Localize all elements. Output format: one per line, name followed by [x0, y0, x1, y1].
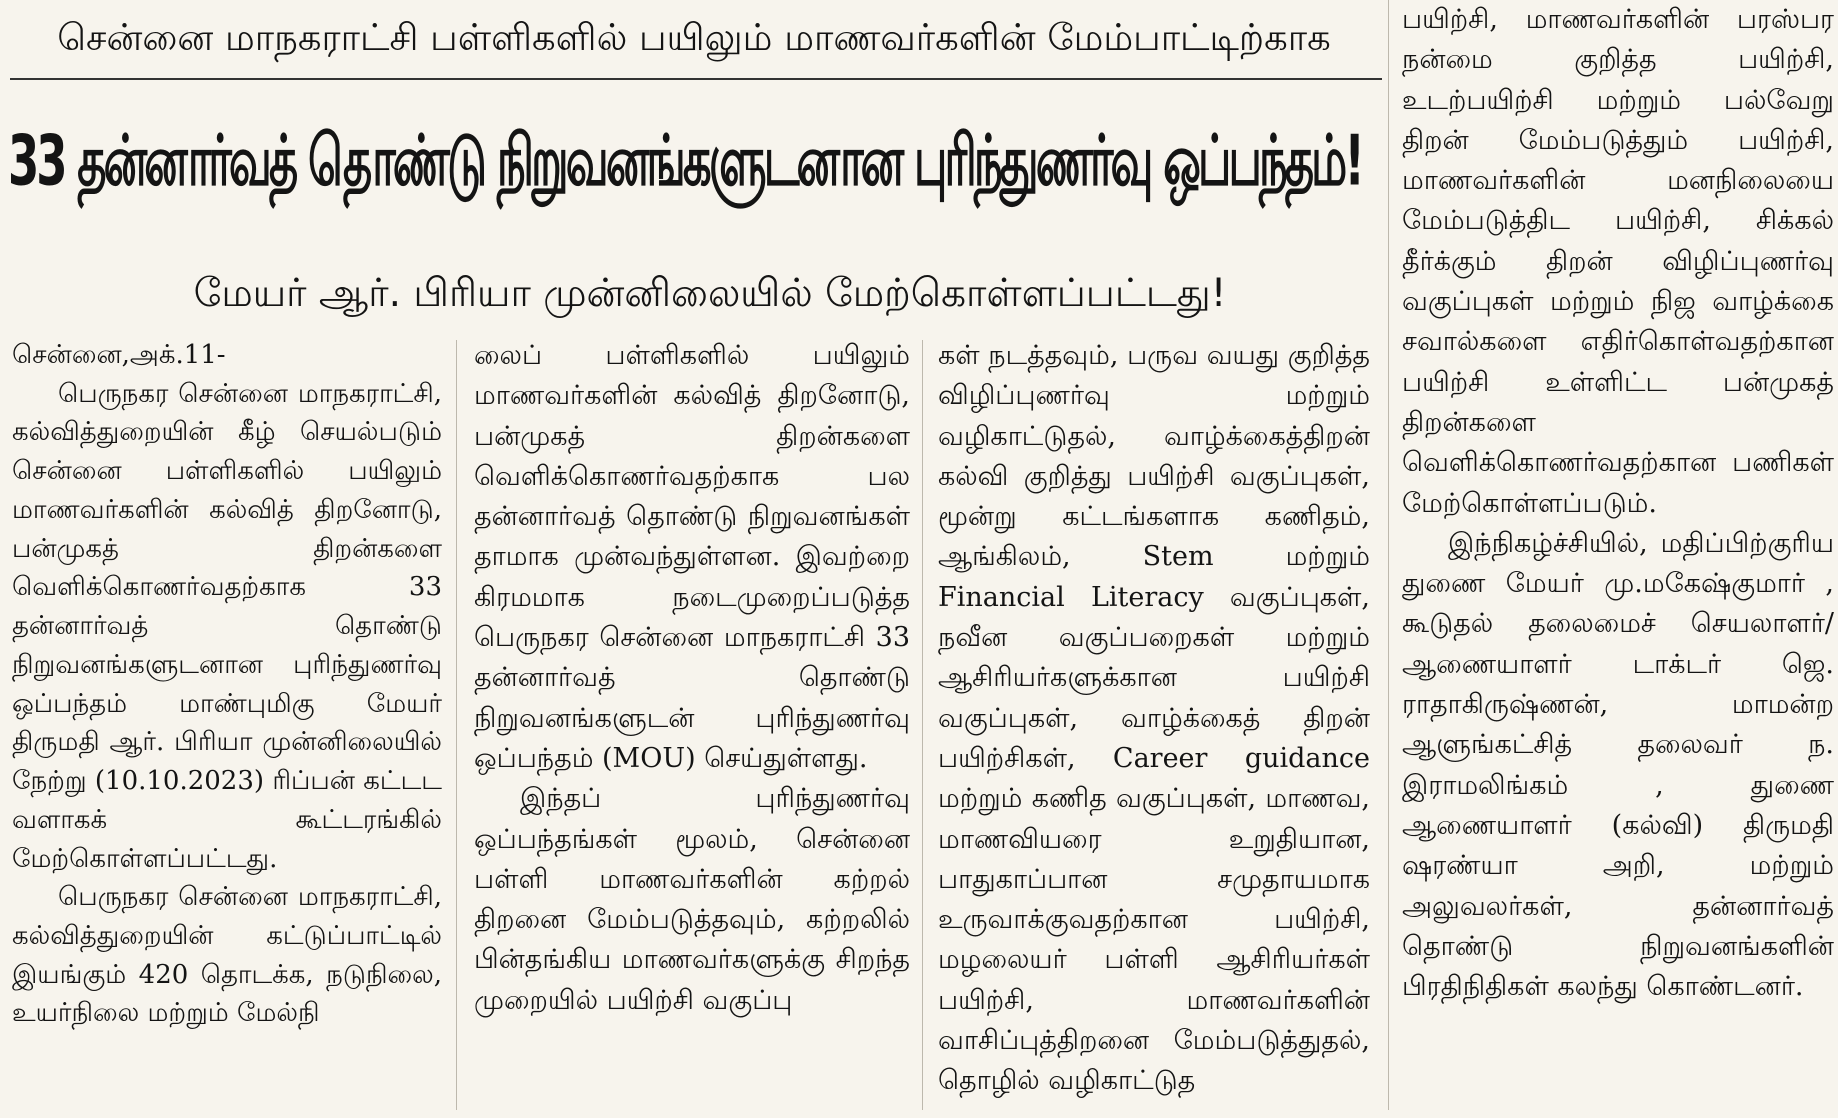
- main-headline: 33 தன்னார்வத் தொண்டு நிறுவனங்களுடனான புரிந்துணர்வு ஒப்பந்தம்!: [8, 119, 1362, 202]
- dateline: சென்னை,அக்.11-: [12, 340, 226, 370]
- article-column-3: [938, 336, 1370, 1102]
- column-divider: [456, 340, 457, 1110]
- paragraph: இந்தப் புரிந்துணர்வு ஒப்பந்தங்கள் மூலம், சென்னை பள்ளி மாணவர்களின் கற்றல் திறனை மேம்படுத்தவும், கற்றலில் பின்தங்கிய மாணவர்களுக்கு சிறந்த முறையில் பயிற்சி வகுப்பு: [474, 783, 910, 1016]
- headline-block: [0, 0, 1392, 346]
- paragraph: இந்நிகழ்ச்சியில், மதிப்பிற்குரிய துணை மேயர் மு.மகேஷ்குமார் , கூடுதல் தலைமைச் செயலாளர்/ஆணையாளர் டாக்டர் ஜெ. ராதாகிருஷ்ணன், மாமன்ற ஆளுங்கட்சித் தலைவர் ந. இராமலிங்கம் , துணை ஆணையாளர் (கல்வி) திருமதி ஷரண்யா அறி, மற்றும் அலுவலர்கள், தன்னார்வத் தொண்டு நிறுவனங்களின் பிரதிநிதிகள் கலந்து கொண்டனர்.: [1402, 527, 1834, 1003]
- column-divider: [922, 340, 923, 1110]
- article-column-1: [12, 336, 442, 1033]
- paragraph: கள் நடத்தவும், பருவ வயது குறித்த விழிப்புணர்வு மற்றும் வழிகாட்டுதல், வாழ்க்கைத்திறன் கல்வி குறித்து பயிற்சி வகுப்புகள், மூன்று கட்டங்களாக கணிதம், ஆங்கிலம், Stem மற்றும் Financial Literacy வகுப்புகள், நவீன வகுப்பறைகள் மற்றும் ஆசிரியர்களுக்கான பயிற்சி வகுப்புகள், வாழ்க்கைத் திறன் பயிற்சிகள், Career guidance மற்றும் கணித வகுப்புகள், மாணவ, மாணவியரை உறுதியான, பாதுகாப்பான சமுதாயமாக உருவாக்குவதற்கான பயிற்சி, மழலையர் பள்ளி ஆசிரியர்கள் பயிற்சி, மாணவர்களின் வாசிப்புத்திறனை மேம்படுத்துதல், தொழில் வழிகாட்டுத: [938, 340, 1370, 1097]
- paragraph: பயிற்சி, மாணவர்களின் பரஸ்பர நன்மை குறித்த பயிற்சி, உடற்பயிற்சி மற்றும் பல்வேறு திறன் மேம்படுத்தும் பயிற்சி, மாணவர்களின் மனநிலையை மேம்படுத்திட பயிற்சி, சிக்கல் தீர்க்கும் திறன் விழிப்புணர்வு வகுப்புகள் மற்றும் நிஜ வாழ்க்கை சவால்களை எதிர்கொள்வதற்கான பயிற்சி உள்ளிட்ட பன்முகத் திறன்களை வெளிக்கொணர்வதற்கான பணிகள் மேற்கொள்ளப்படும்.: [1402, 4, 1834, 519]
- paragraph: பெருநகர சென்னை மாநகராட்சி, கல்வித்துறையின் கட்டுப்பாட்டில் இயங்கும் 420 தொடக்க, நடுநிலை, உயர்நிலை மற்றும் மேல்நி: [12, 882, 442, 1029]
- article-column-2: [474, 336, 910, 1021]
- column-divider: [1388, 0, 1389, 1110]
- article-column-4: [1402, 0, 1834, 1007]
- sub-headline: மேயர் ஆர். பிரியா முன்னிலையில் மேற்கொள்ளப்பட்டது!: [193, 271, 1227, 316]
- paragraph: லைப் பள்ளிகளில் பயிலும் மாணவர்களின் கல்வித் திறனோடு, பன்முகத் திறன்களை வெளிக்கொணர்வதற்காக பல தன்னார்வத் தொண்டு நிறுவனங்கள் தாமாக முன்வந்துள்ளன. இவற்றை கிரமமாக நடைமுறைப்படுத்த பெருநகர சென்னை மாநகராட்சி 33 தன்னார்வத் தொண்டு நிறுவனங்களுடன் புரிந்துணர்வு ஒப்பந்தம் (MOU) செய்துள்ளது.: [474, 340, 910, 774]
- kicker-line: சென்னை மாநகராட்சி பள்ளிகளில் பயிலும் மாணவர்களின் மேம்பாட்டிற்காக: [57, 16, 1331, 59]
- paragraph: பெருநகர சென்னை மாநகராட்சி, கல்வித்துறையின் கீழ் செயல்படும் சென்னை பள்ளிகளில் பயிலும் மாணவர்களின் கல்வித் திறனோடு, பன்முகத் திறன்களை வெளிக்கொணர்வதற்காக 33 தன்னார்வத் தொண்டு நிறுவனங்களுடனான புரிந்துணர்வு ஒப்பந்தம் மாண்புமிகு மேயர் திருமதி ஆர். பிரியா முன்னிலையில் நேற்று (10.10.2023) ரிப்பன் கட்டட வளாகக் கூட்டரங்கில் மேற்கொள்ளப்பட்டது.: [12, 378, 442, 874]
